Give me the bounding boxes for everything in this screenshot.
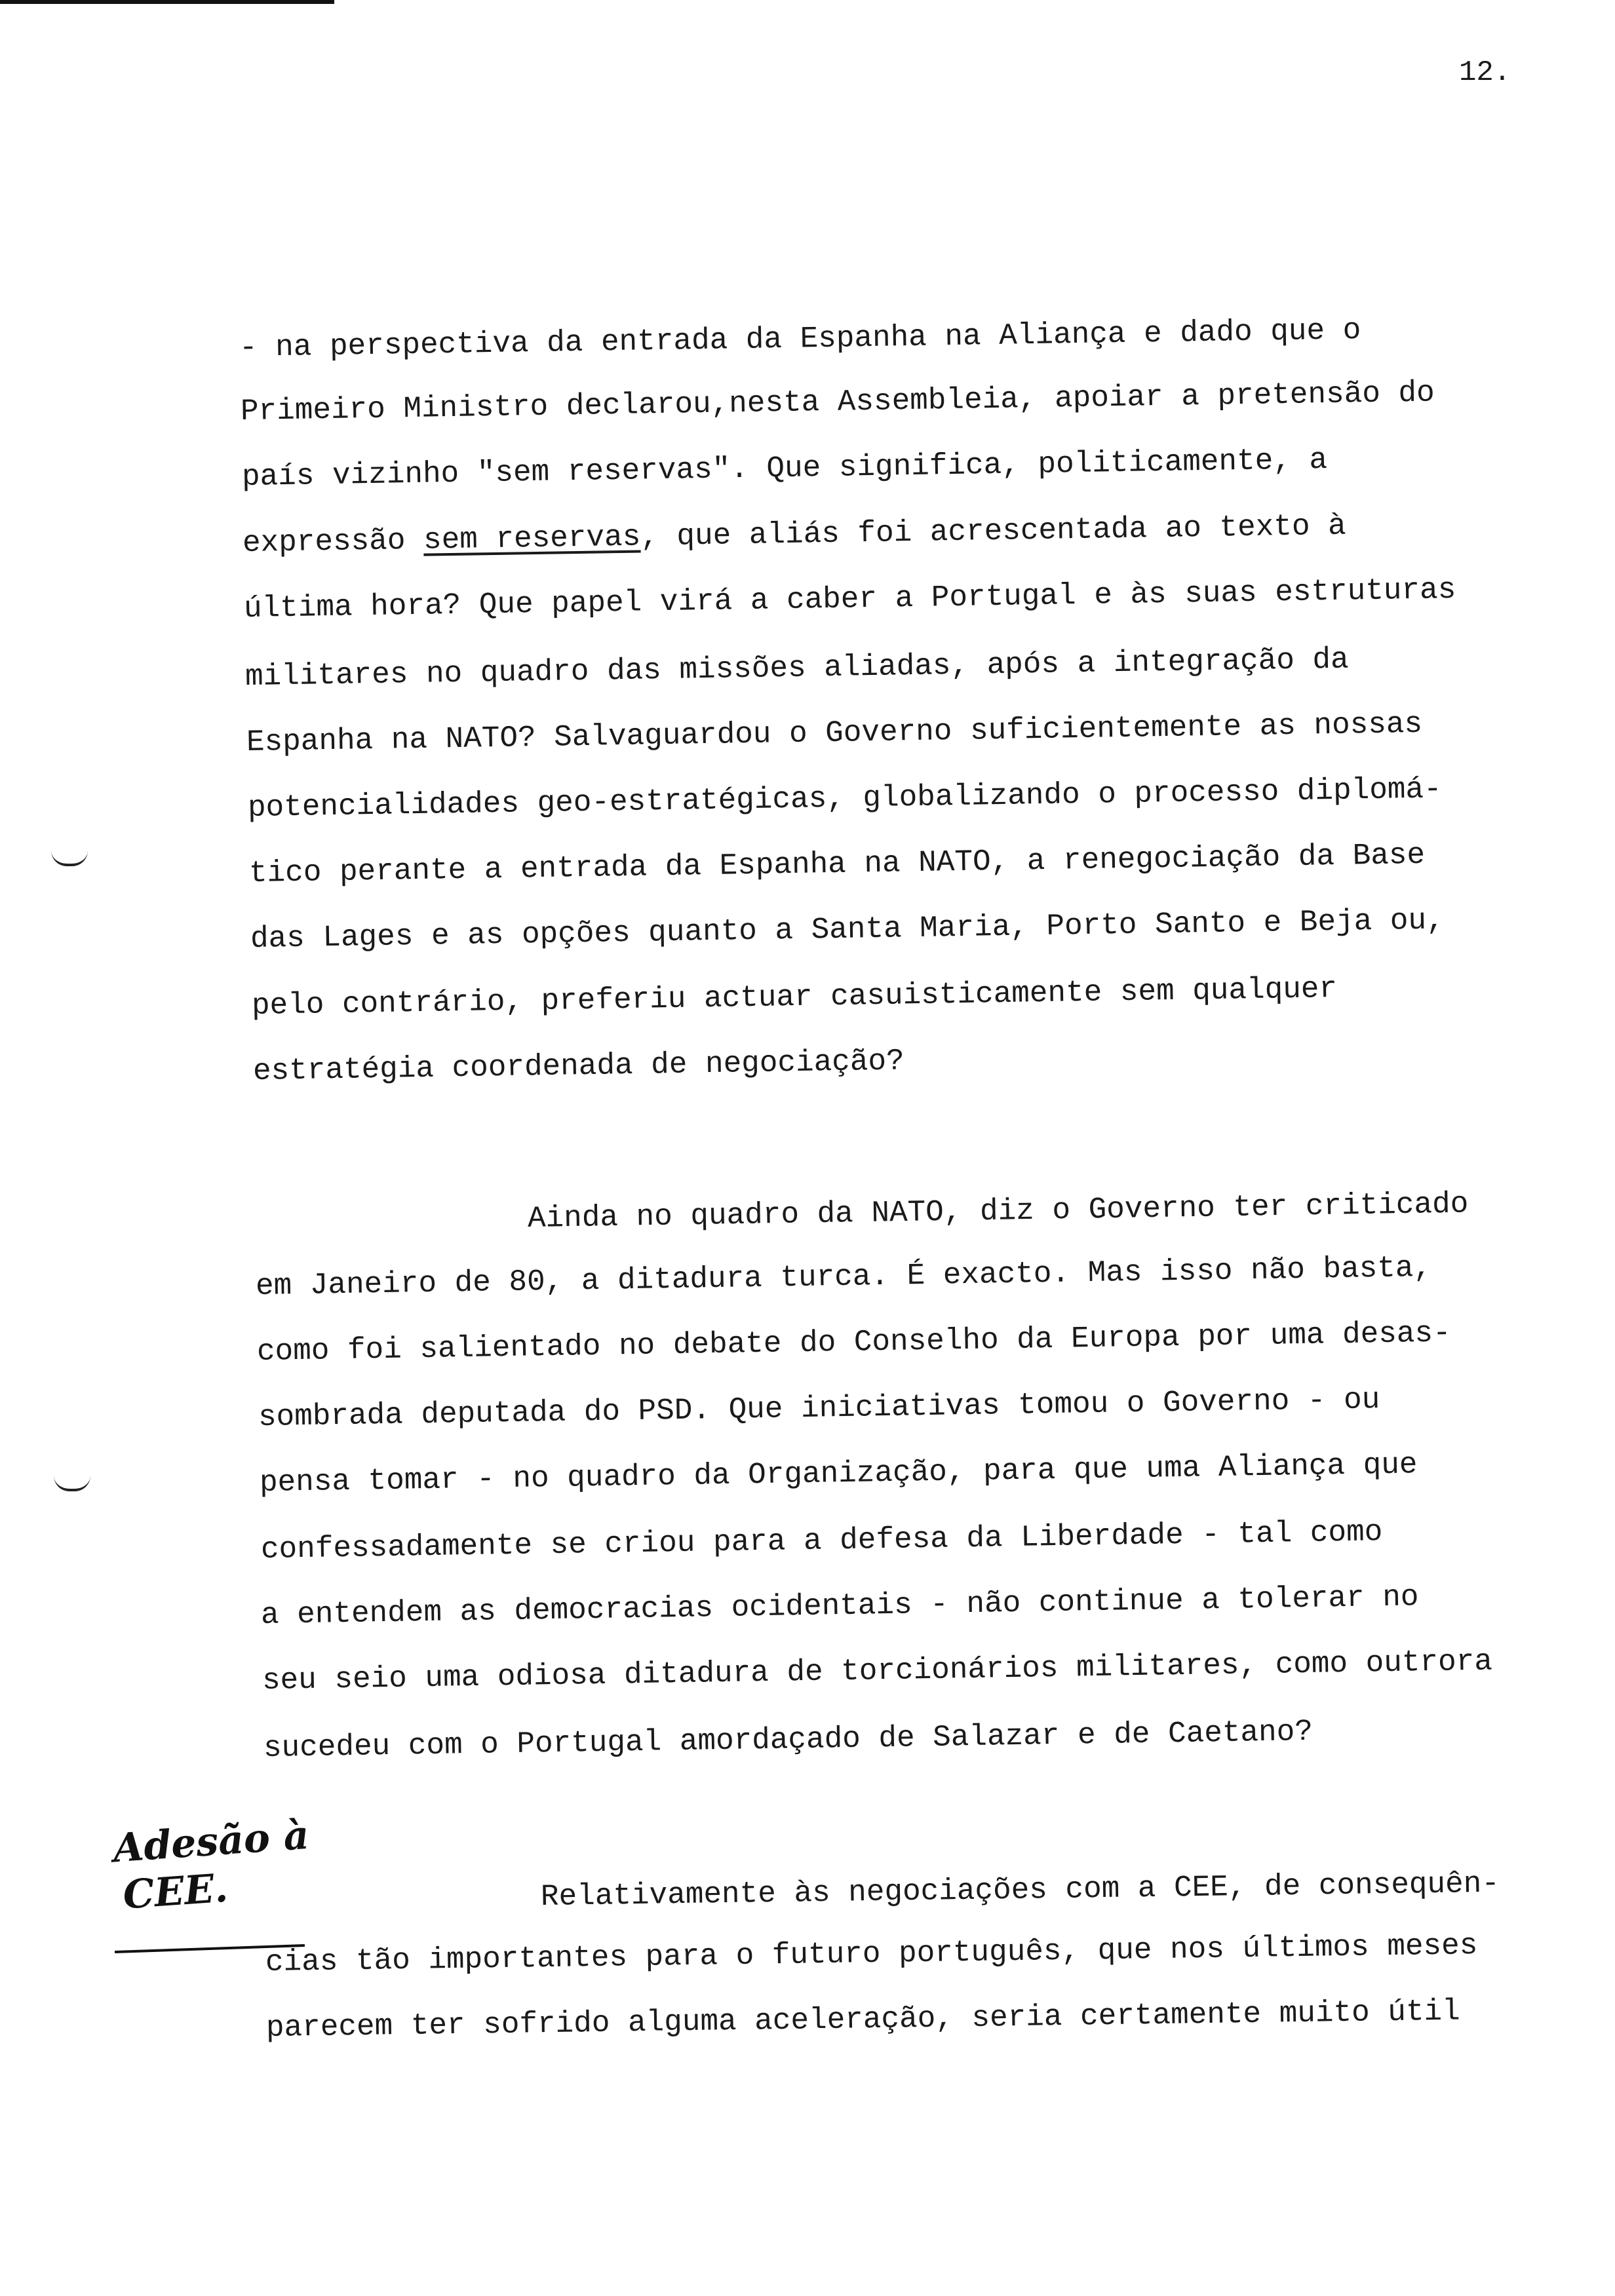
- punch-mark: [51, 851, 88, 866]
- margin-note-line: Adesão à: [111, 1812, 311, 1872]
- text-line: como foi salientado no debate do Conselho da Europa por uma desas-: [256, 1316, 1452, 1369]
- text-line: sucedeu com o Portugal amordaçado de Salazar e de Caetano?: [263, 1714, 1313, 1765]
- text-line: sombrada deputada do PSD. Que iniciativas tomou o Governo - ou: [258, 1383, 1380, 1434]
- handwritten-margin-note: [111, 1812, 313, 1920]
- text-line: das Lages e as opções quanto a Santa Maria, Porto Santo e Beja ou,: [250, 903, 1445, 956]
- text-segment: , que aliás foi acrescentada ao texto à: [640, 508, 1347, 554]
- text-line: seu seio uma odiosa ditadura de torcionários militares, como outrora: [262, 1644, 1493, 1698]
- text-line: pensa tomar - no quadro da Organização, para que uma Aliança que: [259, 1447, 1418, 1500]
- text-line: a entendem as democracias ocidentais - não continue a tolerar no: [260, 1580, 1419, 1632]
- margin-note-line: CEE.: [121, 1865, 230, 1919]
- punch-mark: [54, 1476, 90, 1491]
- text-line: país vizinho "sem reservas". Que significa, politicamente, a: [241, 442, 1328, 494]
- text-line: em Janeiro de 80, a ditadura turca. É exacto. Mas isso não basta,: [255, 1250, 1432, 1303]
- text-line: pelo contrário, preferiu actuar casuisticamente sem qualquer: [251, 971, 1338, 1023]
- text-line: Ainda no quadro da NATO, diz o Governo ter criticado: [527, 1187, 1469, 1236]
- text-line: cias tão importantes para o futuro português, que nos últimos meses: [265, 1928, 1478, 1980]
- text-line: tico perante a entrada da Espanha na NATO, a renegociação da Base: [248, 837, 1426, 890]
- text-line: estratégia coordenada de negociação?: [252, 1044, 905, 1088]
- text-line: potencialidades geo-estratégicas, globalizando o processo diplomá-: [247, 772, 1443, 825]
- text-line: confessadamente se criou para a defesa da Liberdade - tal como: [260, 1515, 1383, 1567]
- text-line: - na perspectiva da entrada da Espanha na Aliança e dado que o: [239, 313, 1361, 365]
- text-line: última hora? Que papel virá a caber a Portugal e às suas estruturas: [243, 572, 1456, 626]
- text-line: Relativamente às negociações com a CEE, de consequên-: [540, 1866, 1500, 1914]
- page-number: 12.: [1459, 56, 1511, 89]
- top-rule: [0, 0, 334, 4]
- text-line: parecem ter sofrido alguma aceleração, seria certamente muito útil: [265, 1994, 1461, 2045]
- text-line: Espanha na NATO? Salvaguardou o Governo suficientemente as nossas: [246, 706, 1423, 759]
- text-line: [242, 508, 1347, 560]
- text-segment: expressão: [242, 524, 406, 560]
- text-line: militares no quadro das missões aliadas, após a integração da: [244, 642, 1350, 694]
- underlined-phrase: sem reservas: [423, 520, 641, 558]
- text-line: Primeiro Ministro declarou,nesta Assembleia, apoiar a pretensão do: [240, 375, 1435, 429]
